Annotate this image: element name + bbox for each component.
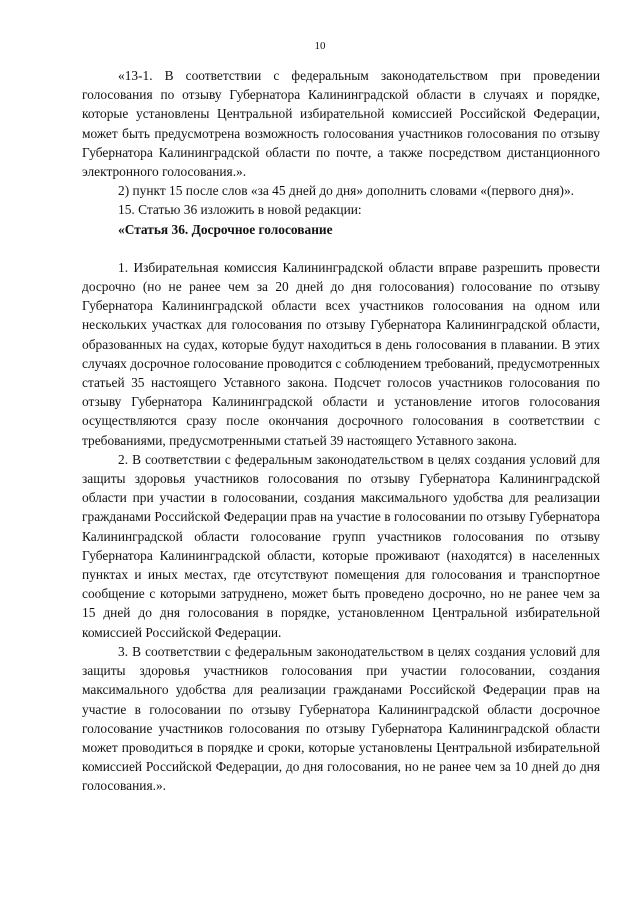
- paragraph-13-1: «13-1. В соответствии с федеральным законодательством при проведении голосования по отзыву Губернатора Калининградской области в случаях и порядке, которые установлены Центральной избирательной комиссией Российской Федерации, может быть предусмотрена возможность голосования участников голосования по отзыву Губернатора Калининградской области по почте, а также посредством дистанционного электронного голосования.».: [82, 68, 600, 180]
- article-36-part-3: 3. В соответствии с федеральным законодательством в целях создания условий для защиты здоровья участников голосования при участии голосовании, создания максимального удобства для реализации гражданами Российской Федерации прав на участие в голосовании по отзыву Губернатора Калининградской области досрочное голосование участников голосования по отзыву Губернатора Калининградской области может проводиться в порядке и сроки, которые установлены Центральной избирательной комиссией Российской Федерации, до дня голосования, но не ранее чем за 10 дней до дня голосования.».: [82, 643, 600, 794]
- paragraph-item-15: 15. Статью 36 изложить в новой редакции:: [118, 202, 362, 218]
- document-body: [82, 66, 600, 796]
- page-number: 10: [314, 40, 326, 52]
- article-36-heading: «Статья 36. Досрочное голосование: [118, 221, 333, 237]
- blank-line: [82, 239, 600, 258]
- paragraph-item-2: 2) пункт 15 после слов «за 45 дней до дня» дополнить словами «(первого дня)».: [118, 183, 575, 199]
- article-36-part-1: 1. Избирательная комиссия Калининградской области вправе разрешить провести досрочно (но не ранее чем за 20 дней до дня голосования) голосование по отзыву Губернатора Калининградской области всех участников голосования на одном или нескольких участках для голосования по отзыву Губернатора Калининградской области, образованных на судах, которые будут находиться в день голосования в плавании. В этих случаях досрочное голосование проводится с соблюдением требований, предусмотренных статьей 35 настоящего Уставного закона. Подсчет голосов участников голосования по отзыву Губернатора Калининградской области и установление итогов голосования осуществляются сразу после окончания досрочного голосования в соответствии с требованиями, предусмотренными статьей 39 настоящего Уставного закона.: [82, 259, 600, 448]
- article-36-part-2: 2. В соответствии с федеральным законодательством в целях создания условий для защиты здоровья участников голосования по отзыву Губернатора Калининградской области при участии в голосовании, создания максимального удобства для реализации гражданами Российской Федерации прав на участие в голосовании по отзыву Губернатора Калининградской области голосование групп участников голосования по отзыву Губернатора Калининградской области, которые проживают (находятся) в населенных пунктах и иных местах, где отсутствуют помещения для голосования и транспортное сообщение с которыми затруднено, может быть проведено досрочно, но не ранее чем за 15 дней до дня голосования в порядке, установленном Центральной избирательной комиссией Российской Федерации.: [82, 451, 600, 640]
